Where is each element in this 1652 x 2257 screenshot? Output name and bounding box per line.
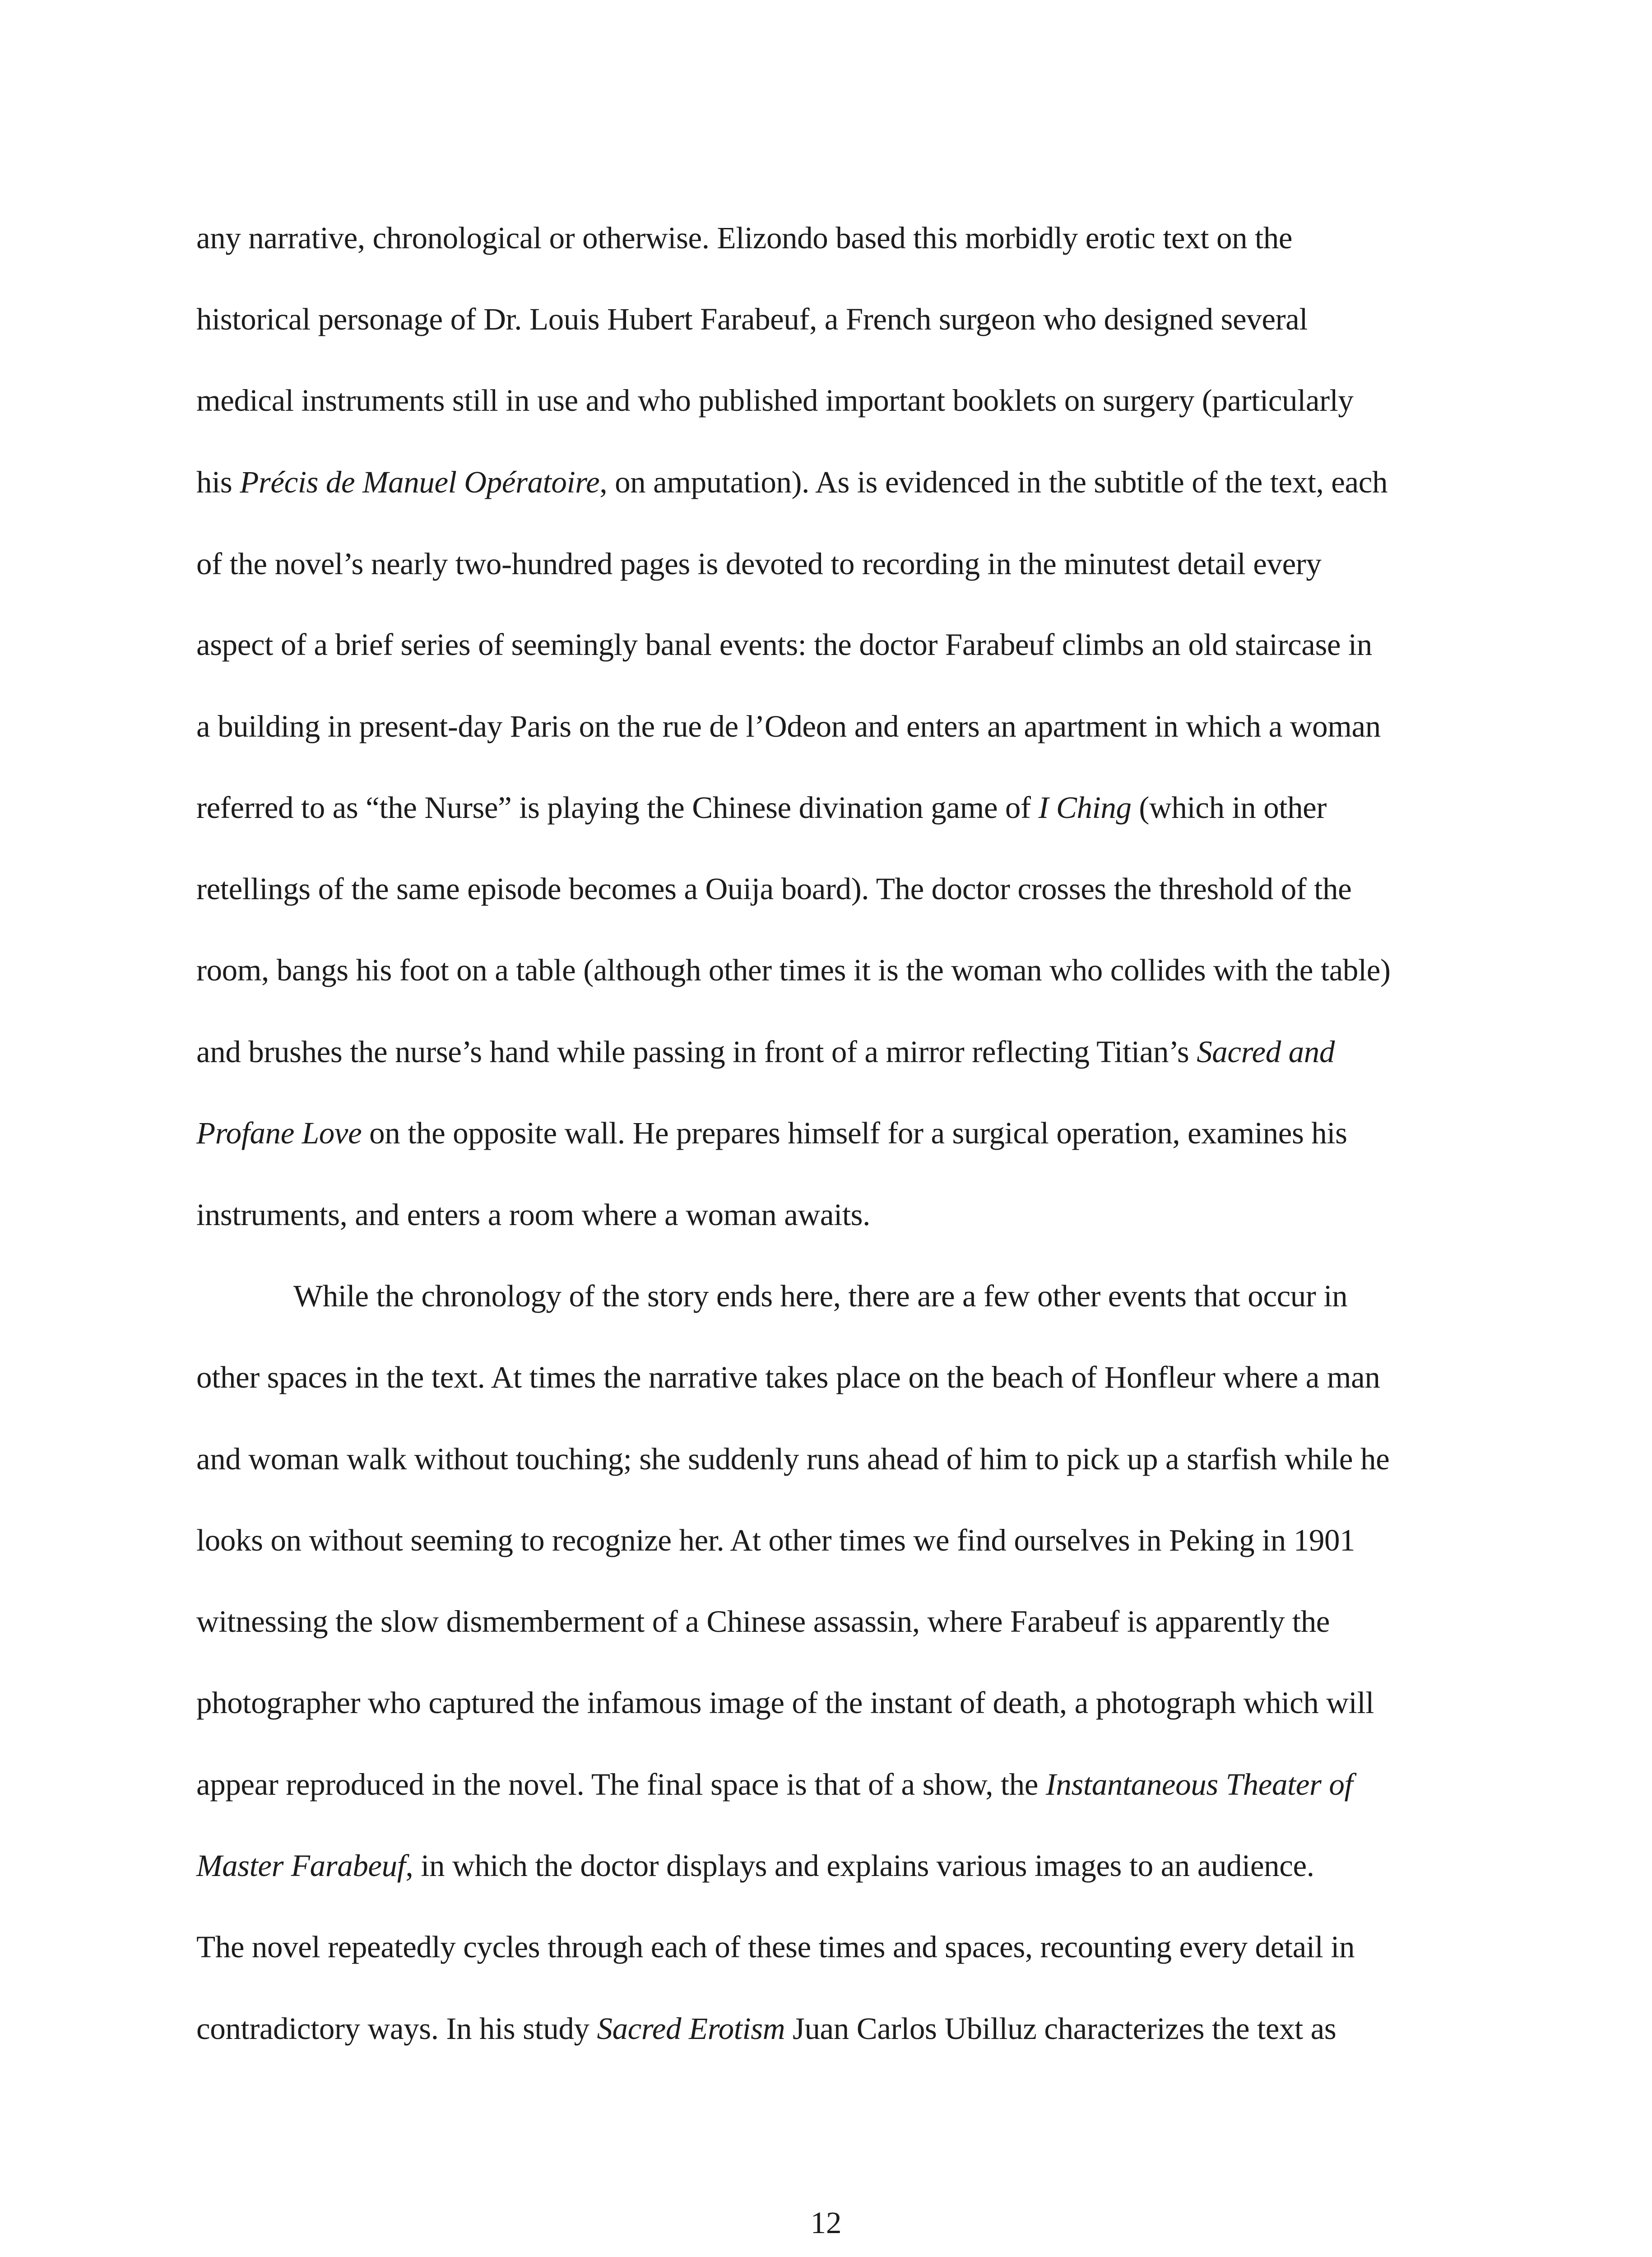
- text-line: his Précis de Manuel Opératoire, on amputation). As is evidenced in the subtitle of the text, each: [196, 465, 1388, 499]
- text-line: of the novel’s nearly two-hundred pages is devoted to recording in the minutest detail every: [196, 547, 1322, 581]
- show-title: Master Farabeuf: [196, 1848, 406, 1883]
- book-title: Sacred Erotism: [597, 2011, 785, 2046]
- text-line: The novel repeatedly cycles through each of these times and spaces, recounting every detail in: [196, 1930, 1355, 1964]
- book-title: I Ching: [1038, 790, 1132, 825]
- page-number: 12: [810, 2206, 842, 2240]
- book-title: Précis de Manuel Opératoire: [240, 465, 600, 499]
- text-line: a building in present-day Paris on the rue de l’Odeon and enters an apartment in which a woman: [196, 709, 1381, 743]
- show-title: Instantaneous Theater of: [1045, 1767, 1353, 1802]
- text-line: retellings of the same episode becomes a Ouija board). The doctor crosses the threshold of the: [196, 872, 1352, 906]
- artwork-title: Profane Love: [196, 1116, 362, 1150]
- text-line: photographer who captured the infamous image of the instant of death, a photograph which will: [196, 1686, 1374, 1720]
- text-line: other spaces in the text. At times the narrative takes place on the beach of Honfleur where a man: [196, 1360, 1380, 1394]
- text-line: aspect of a brief series of seemingly banal events: the doctor Farabeuf climbs an old staircase in: [196, 627, 1372, 662]
- text-line: medical instruments still in use and who published important booklets on surgery (particularly: [196, 383, 1354, 418]
- text-line: referred to as “the Nurse” is playing the Chinese divination game of I Ching (which in other: [196, 790, 1327, 825]
- text-line: any narrative, chronological or otherwise. Elizondo based this morbidly erotic text on the: [196, 221, 1293, 255]
- text-line: contradictory ways. In his study Sacred Erotism Juan Carlos Ubilluz characterizes the text as: [196, 2011, 1336, 2046]
- text-line: appear reproduced in the novel. The final space is that of a show, the Instantaneous Theater of: [196, 1767, 1353, 1802]
- artwork-title: Sacred and: [1197, 1035, 1335, 1069]
- text-line: Profane Love on the opposite wall. He prepares himself for a surgical operation, examines his: [196, 1116, 1347, 1150]
- text-line: instruments, and enters a room where a woman awaits.: [196, 1198, 870, 1232]
- text-line: and brushes the nurse’s hand while passing in front of a mirror reflecting Titian’s Sacred and: [196, 1035, 1335, 1069]
- text-line: historical personage of Dr. Louis Hubert Farabeuf, a French surgeon who designed several: [196, 302, 1308, 336]
- text-line: and woman walk without touching; she suddenly runs ahead of him to pick up a starfish while he: [196, 1442, 1390, 1476]
- text-line: witnessing the slow dismemberment of a Chinese assassin, where Farabeuf is apparently the: [196, 1604, 1330, 1639]
- text-line: room, bangs his foot on a table (although other times it is the woman who collides with the table): [196, 953, 1391, 987]
- paragraph-first-line: While the chronology of the story ends here, there are a few other events that occur in: [293, 1279, 1348, 1313]
- text-line: Master Farabeuf, in which the doctor displays and explains various images to an audience.: [196, 1848, 1314, 1883]
- text-line: looks on without seeming to recognize her. At other times we find ourselves in Peking in 1901: [196, 1523, 1355, 1557]
